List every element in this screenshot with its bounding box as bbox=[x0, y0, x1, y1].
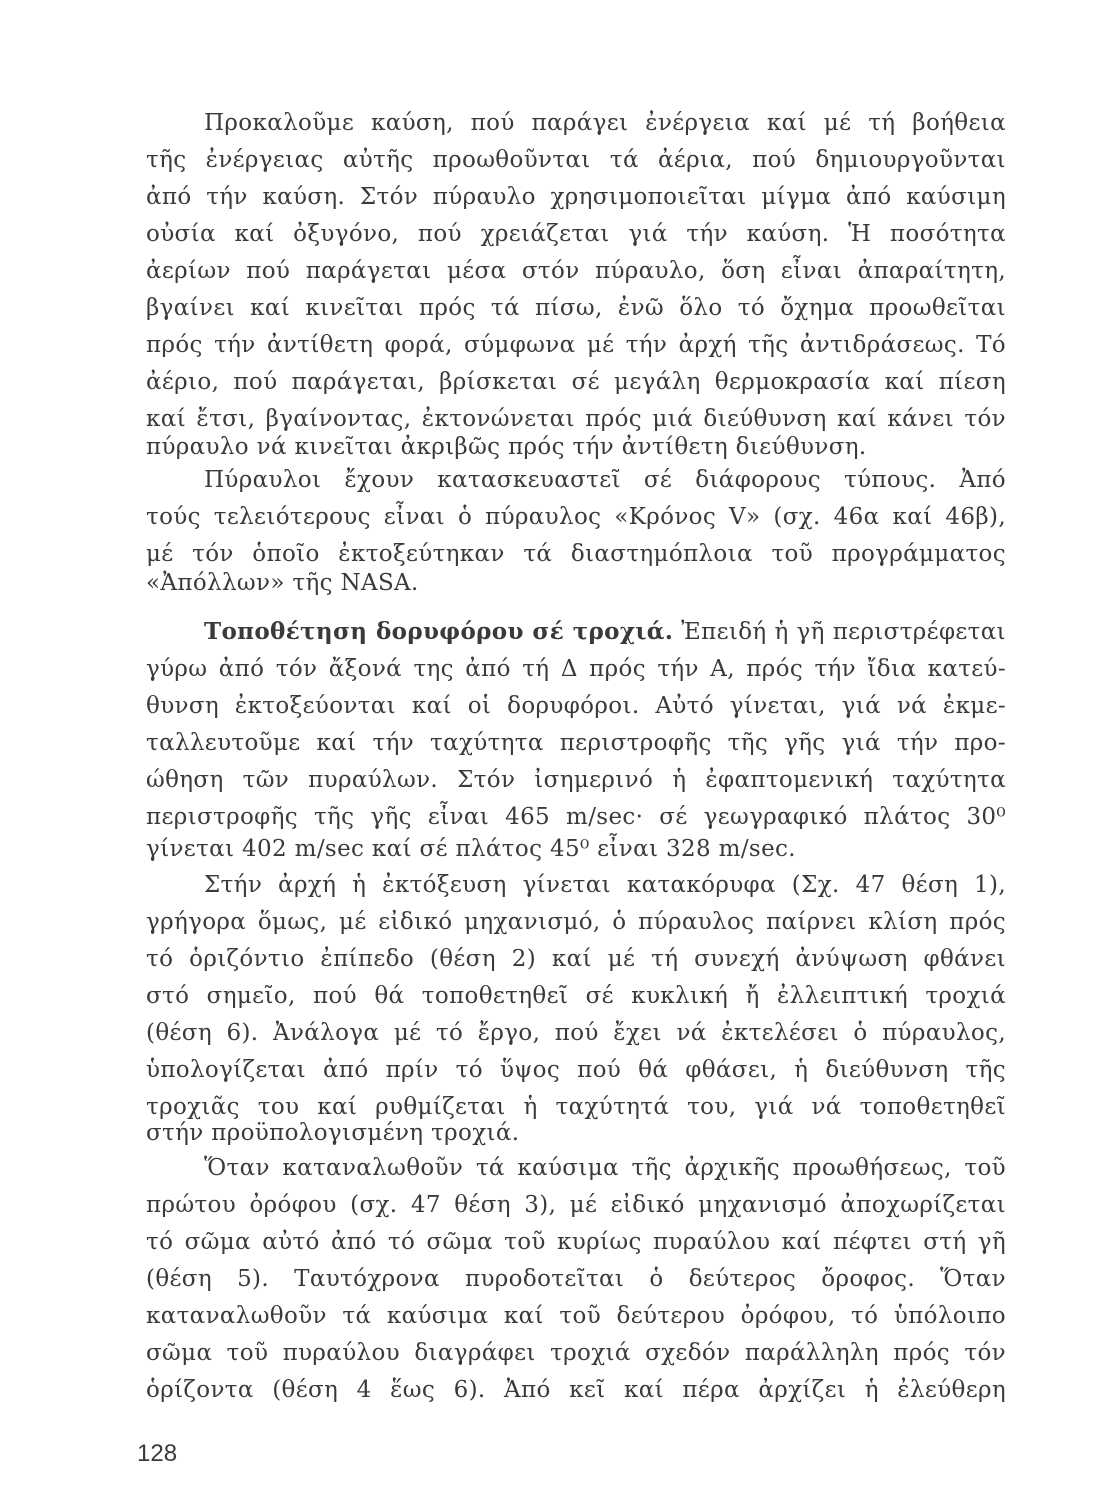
paragraph-4-line-8: στήν προϋπολογισμένη τροχιά. bbox=[146, 1120, 520, 1146]
page-number: 128 bbox=[137, 1440, 178, 1467]
paragraph-2-line-2: τούς τελειότερους εἶναι ὁ πύραυλος «Κρόνος V» (σχ. 46α καί 46β), bbox=[146, 504, 1006, 530]
paragraph-4-line-5: (θέση 6). Ἀνάλογα μέ τό ἔργο, πού ἔχει νά ἐκτελέσει ὁ πύραυλος, bbox=[146, 1020, 1006, 1046]
paragraph-5-line-3: τό σῶμα αὐτό ἀπό τό σῶμα τοῦ κυρίως πυραύλου καί πέφτει στή γῆ bbox=[146, 1229, 1006, 1255]
paragraph-5-line-1: Ὅταν καταναλωθοῦν τά καύσιμα τῆς ἀρχικῆς προωθήσεως, τοῦ bbox=[204, 1155, 1006, 1181]
paragraph-4-line-4: στό σημεῖο, πού θά τοποθετηθεῖ σέ κυκλική ἤ ἐλλειπτική τροχιά bbox=[146, 983, 1006, 1009]
paragraph-3-line-1 bbox=[204, 617, 1006, 647]
paragraph-4-line-1: Στήν ἀρχή ἡ ἐκτόξευση γίνεται κατακόρυφα (Σχ. 47 θέση 1), bbox=[204, 872, 1006, 898]
paragraph-5-line-2: πρώτου ὀρόφου (σχ. 47 θέση 3), μέ εἰδικό μηχανισμό ἀποχωρίζεται bbox=[146, 1192, 1006, 1218]
paragraph-1-line-2: τῆς ἐνέργειας αὐτῆς προωθοῦνται τά ἀέρια, πού δημιουργοῦνται bbox=[146, 147, 1006, 173]
paragraph-5-line-5: καταναλωθοῦν τά καύσιμα καί τοῦ δεύτερου ὀρόφου, τό ὑπόλοιπο bbox=[146, 1303, 1006, 1329]
paragraph-5-line-4: (θέση 5). Ταυτόχρονα πυροδοτεῖται ὁ δεύτερος ὄροφος. Ὅταν bbox=[146, 1266, 1006, 1292]
paragraph-3-line-5: ώθηση τῶν πυραύλων. Στόν ἰσημερινό ἡ ἐφαπτομενική ταχύτητα bbox=[146, 767, 1006, 793]
paragraph-3-line-4: ταλλευτοῦμε καί τήν ταχύτητα περιστροφῆς τῆς γῆς γιά τήν προ- bbox=[146, 730, 1006, 756]
paragraph-3-line-3: θυνση ἐκτοξεύονται καί οἱ δορυφόροι. Αὐτό γίνεται, γιά νά ἐκμε- bbox=[146, 693, 1006, 719]
paragraph-3-line-2: γύρω ἀπό τόν ἄξονά της ἀπό τή Δ πρός τήν Α, πρός τήν ἴδια κατεύ- bbox=[146, 656, 1006, 682]
paragraph-3-line-7: γίνεται 402 m/sec καί σέ πλάτος 45⁰ εἶναι 328 m/sec. bbox=[146, 836, 796, 862]
paragraph-1-line-10: πύραυλο νά κινεῖται ἀκριβῶς πρός τήν ἀντίθετη διεύθυνση. bbox=[146, 434, 867, 460]
paragraph-4-line-6: ὑπολογίζεται ἀπό πρίν τό ὕψος πού θά φθάσει, ἡ διεύθυνση τῆς bbox=[146, 1057, 1006, 1083]
paragraph-4-line-3: τό ὁριζόντιο ἐπίπεδο (θέση 2) καί μέ τή συνεχή ἀνύψωση φθάνει bbox=[146, 946, 1006, 972]
paragraph-1-line-8: ἀέριο, πού παράγεται, βρίσκεται σέ μεγάλη θερμοκρασία καί πίεση bbox=[146, 369, 1006, 395]
paragraph-1-line-7: πρός τήν ἀντίθετη φορά, σύμφωνα μέ τήν ἀρχή τῆς ἀντιδράσεως. Τό bbox=[146, 332, 1006, 358]
paragraph-3-line-1-text: Ἐπειδή ἡ γῆ περιστρέφεται bbox=[681, 619, 1006, 645]
paragraph-4-line-2: γρήγορα ὅμως, μέ εἰδικό μηχανισμό, ὁ πύραυλος παίρνει κλίση πρός bbox=[146, 909, 1006, 935]
paragraph-5-line-7: ὁρίζοντα (θέση 4 ἕως 6). Ἀπό κεῖ καί πέρα ἀρχίζει ἡ ἐλεύθερη bbox=[146, 1377, 1006, 1403]
paragraph-1-line-5: ἀερίων πού παράγεται μέσα στόν πύραυλο, ὅση εἶναι ἀπαραίτητη, bbox=[146, 258, 1006, 284]
paragraph-5-line-6: σῶμα τοῦ πυραύλου διαγράφει τροχιά σχεδόν παράλληλη πρός τόν bbox=[146, 1340, 1006, 1366]
paragraph-2-line-4: «Ἀπόλλων» τῆς NASA. bbox=[146, 570, 419, 596]
paragraph-1-line-6: βγαίνει καί κινεῖται πρός τά πίσω, ἐνῶ ὅλο τό ὄχημα προωθεῖται bbox=[146, 295, 1006, 321]
paragraph-1-line-9: καί ἔτσι, βγαίνοντας, ἐκτονώνεται πρός μιά διεύθυνση καί κάνει τόν bbox=[146, 406, 1006, 432]
paragraph-1-line-1: Προκαλοῦμε καύση, πού παράγει ἐνέργεια καί μέ τή βοήθεια bbox=[204, 110, 1006, 136]
paragraph-4-line-7: τροχιᾶς του καί ρυθμίζεται ἡ ταχύτητά του, γιά νά τοποθετηθεῖ bbox=[146, 1094, 1006, 1120]
paragraph-3-line-6: περιστροφῆς τῆς γῆς εἶναι 465 m/sec· σέ γεωγραφικό πλάτος 30⁰ bbox=[146, 804, 1006, 830]
section-heading: Τοποθέτηση δορυφόρου σέ τροχιά. bbox=[204, 618, 674, 645]
paragraph-1-line-4: οὐσία καί ὀξυγόνο, πού χρειάζεται γιά τήν καύση. Ἡ ποσότητα bbox=[146, 221, 1006, 247]
paragraph-2-line-3: μέ τόν ὁποῖο ἐκτοξεύτηκαν τά διαστημόπλοια τοῦ προγράμματος bbox=[146, 541, 1006, 567]
paragraph-1-line-3: ἀπό τήν καύση. Στόν πύραυλο χρησιμοποιεῖται μίγμα ἀπό καύσιμη bbox=[146, 184, 1006, 210]
paragraph-2-line-1: Πύραυλοι ἔχουν κατασκευαστεῖ σέ διάφορους τύπους. Ἀπό bbox=[204, 467, 1006, 493]
